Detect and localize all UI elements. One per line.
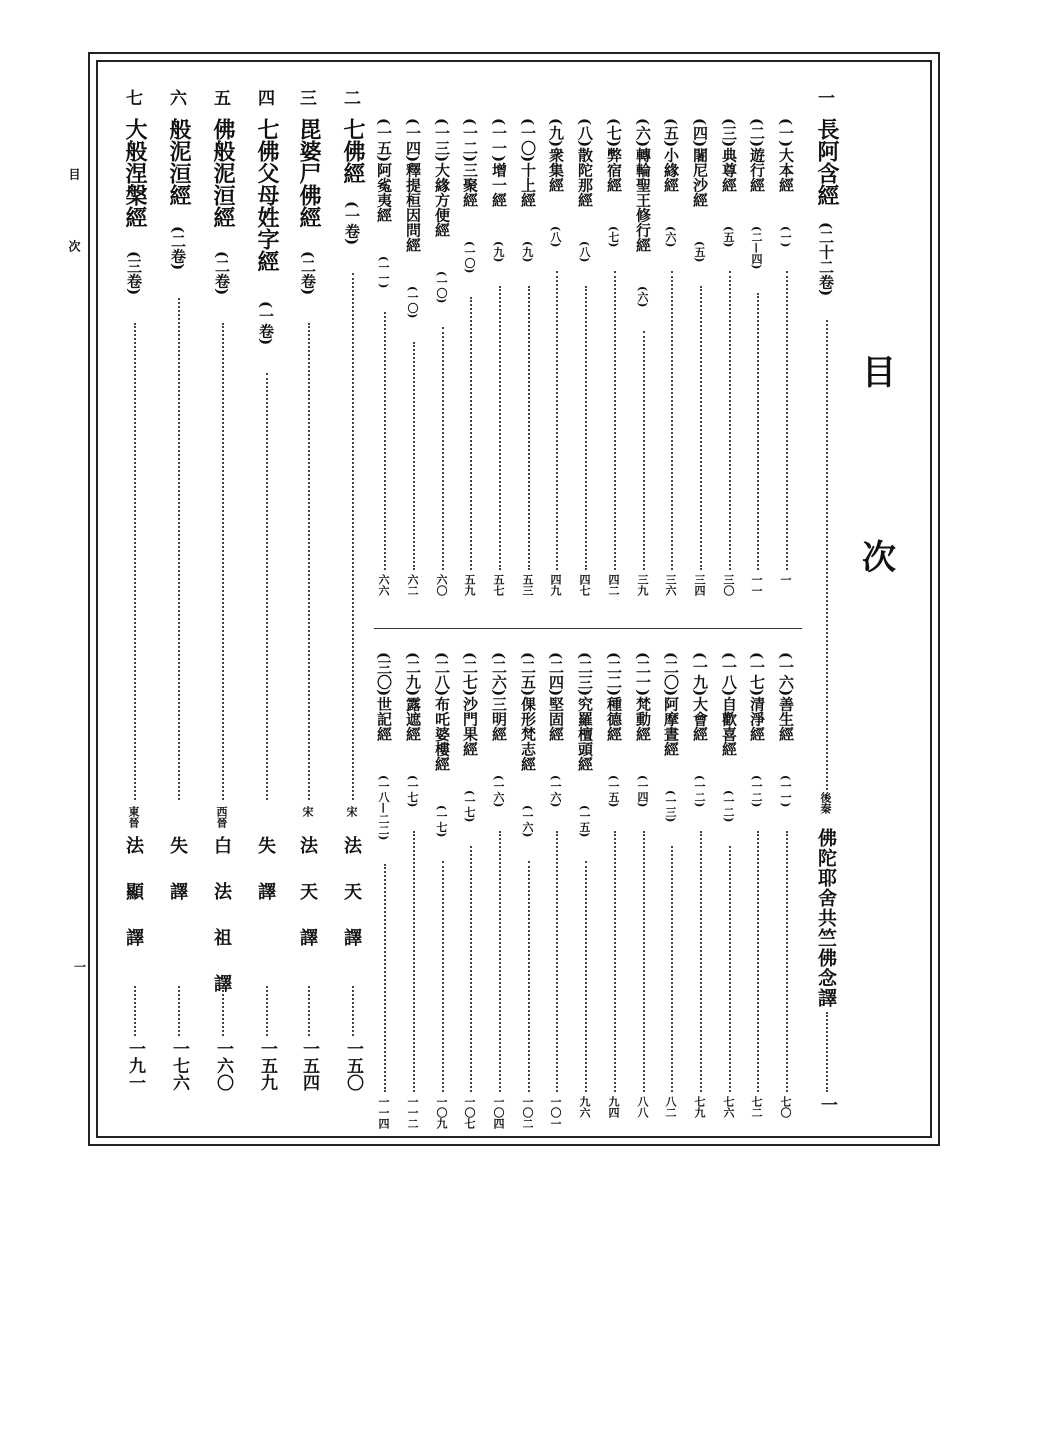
sutra-juan: (八) (549, 226, 562, 248)
sutra-title: (三)典尊經 (720, 118, 738, 193)
sutra-title: (二二)種德經 (605, 652, 623, 742)
sutra-page-number: 七〇 (779, 1096, 792, 1118)
leader-dots (413, 831, 415, 1092)
sutra-title: (一六)善生經 (777, 652, 795, 742)
page-number: 一七六 (169, 1040, 189, 1091)
leader-dots (671, 271, 673, 570)
sutra-juan: (八) (578, 241, 591, 263)
translator: 白法祖譯 (211, 836, 232, 1020)
translator: 佛陀耶舍共竺佛念譯 (815, 828, 837, 1008)
page-number: 一五九 (257, 1040, 277, 1091)
sutra-page-number: 五七 (492, 574, 505, 596)
leader-dots (413, 342, 415, 570)
leader-dots (826, 1012, 828, 1092)
leader-dots (384, 864, 386, 1092)
sutra-page-number: 一〇四 (492, 1096, 505, 1129)
leader-dots (556, 271, 558, 570)
sutra-juan: (六) (636, 286, 649, 308)
page-number: 一九一 (125, 1040, 145, 1091)
leader-dots (786, 831, 788, 1092)
sutra-title: (九)衆集經 (547, 118, 565, 193)
sutra-title: (一四)釋提桓因問經 (404, 118, 422, 253)
sutra-title: (一一)增一經 (490, 118, 508, 208)
section-number: 六 (170, 89, 187, 109)
leader-dots (178, 986, 180, 1036)
sutra-juan: (一七) (435, 805, 448, 838)
leader-dots (757, 831, 759, 1092)
sutra-juan: (一〇) (435, 271, 448, 304)
page-number: 一六〇 (213, 1040, 233, 1091)
leader-dots (442, 861, 444, 1092)
sutra-juan: (一〇) (406, 286, 419, 319)
sutra-title: (四)闍尼沙經 (691, 118, 709, 208)
sutra-juan: (一一) (377, 256, 390, 289)
sutra-title: (二三)究羅檀頭經 (576, 652, 594, 772)
leader-dots (222, 323, 224, 800)
section-volumes: (二卷) (169, 226, 187, 271)
sutra-juan: (一六) (492, 775, 505, 808)
sutra-title: (一八)自歡喜經 (720, 652, 738, 757)
sutra-juan: (一二) (722, 790, 735, 823)
leader-dots (614, 831, 616, 1092)
sutra-juan: (一二) (693, 775, 706, 808)
sutra-title: (二〇)阿摩晝經 (662, 652, 680, 757)
sutra-title: (二一)梵動經 (634, 652, 652, 742)
sutra-juan: (一六) (521, 805, 534, 838)
sutra-page-number: 五九 (463, 574, 476, 596)
leader-dots (470, 297, 472, 570)
section-title: 般泥洹經 (166, 118, 192, 206)
sutra-title: (二八)布吒婆樓經 (433, 652, 451, 772)
sutra-title: (七)弊宿經 (605, 118, 623, 193)
translator: 失譯 (255, 836, 276, 928)
leader-dots (671, 846, 673, 1092)
sutra-title: (一九)大會經 (691, 652, 709, 742)
sutra-title: (一〇)十上經 (519, 118, 537, 208)
leader-dots (178, 298, 180, 800)
sutra-page-number: 三九 (636, 574, 649, 596)
sutra-juan: (二—四) (750, 226, 763, 270)
sutra-title: (二)遊行經 (748, 118, 766, 193)
leader-dots (700, 831, 702, 1092)
translator-era: 宋 (345, 806, 358, 817)
leader-dots (643, 831, 645, 1092)
leader-dots (384, 312, 386, 570)
sutra-title: (二五)倮形梵志經 (519, 652, 537, 772)
sutra-title: (一二)三聚經 (461, 118, 479, 208)
section-volumes: (三卷) (125, 251, 143, 296)
sutra-page-number: 一〇九 (435, 1096, 448, 1129)
sutra-page-number: 四九 (549, 574, 562, 596)
sutra-juan: (一七) (463, 790, 476, 823)
leader-dots (556, 831, 558, 1092)
section-number: 四 (258, 89, 275, 109)
sutra-page-number: 八二 (664, 1096, 677, 1118)
leader-dots (222, 986, 224, 1036)
sutra-page-number: 一一 (750, 574, 763, 596)
sutra-page-number: 一一四 (377, 1096, 390, 1129)
sutra-title: (二七)沙門果經 (461, 652, 479, 757)
sutra-juan: (五) (693, 241, 706, 263)
sutra-title: (二九)露遮經 (404, 652, 422, 742)
translator: 失譯 (167, 836, 188, 928)
leader-dots (585, 286, 587, 570)
sutra-page-number: 一〇二 (521, 1096, 534, 1129)
leader-dots (442, 327, 444, 570)
sutra-juan: (一二) (750, 775, 763, 808)
leader-dots (528, 286, 530, 570)
leader-dots (308, 323, 310, 800)
leader-dots (700, 286, 702, 570)
margin-page-mark: 一 (74, 960, 87, 974)
translator: 法天譯 (297, 836, 318, 974)
leader-dots (729, 846, 731, 1092)
section-number: 五 (214, 89, 231, 109)
sutra-title: (一三)大緣方便經 (433, 118, 451, 238)
leader-dots (757, 293, 759, 570)
sutra-title: (二四)堅固經 (547, 652, 565, 742)
sutra-page-number: 四二 (607, 574, 620, 596)
sutra-page-number: 一 (779, 574, 792, 585)
sutra-page-number: 九六 (578, 1096, 591, 1118)
translator: 法顯譯 (123, 836, 144, 974)
page-number: 一五〇 (343, 1040, 363, 1091)
sutra-juan: (一四) (636, 775, 649, 808)
sutra-page-number: 三四 (693, 574, 706, 596)
section-number: 二 (344, 89, 361, 109)
section-number: 三 (300, 89, 317, 109)
leader-dots (308, 986, 310, 1036)
leader-dots (266, 373, 268, 800)
translator-era: 東晉 (127, 806, 140, 828)
page-title-1: 目 (862, 353, 896, 393)
section-number: 一 (818, 89, 835, 109)
translator-era: 宋 (301, 806, 314, 817)
section-title: 大般涅槃經 (122, 118, 148, 228)
sutra-page-number: 一一二 (406, 1096, 419, 1129)
leader-dots (499, 286, 501, 570)
sutra-juan: (一六) (549, 775, 562, 808)
sutra-title: (五)小緣經 (662, 118, 680, 193)
section-volumes: (二卷) (213, 251, 231, 296)
leader-dots (134, 986, 136, 1036)
sutra-page-number: 五三 (521, 574, 534, 596)
section-title: 毘婆尸佛經 (296, 118, 322, 228)
sutra-juan: (一五) (578, 805, 591, 838)
leader-dots (266, 986, 268, 1036)
section-title: 七佛父母姓字經 (254, 118, 280, 272)
section-volumes: (一卷) (257, 301, 275, 346)
sutra-page-number: 六〇 (435, 574, 448, 596)
translator-era: 西晉 (215, 806, 228, 828)
sutra-page-number: 三〇 (722, 574, 735, 596)
section-title: 七佛經 (340, 118, 366, 184)
section-volumes: (一卷) (343, 201, 361, 246)
sutra-juan: (五) (722, 226, 735, 248)
translator: 法天譯 (341, 836, 362, 974)
leader-dots (352, 273, 354, 800)
sutra-page-number: 七九 (693, 1096, 706, 1118)
leader-dots (585, 861, 587, 1092)
sutra-page-number: 四七 (578, 574, 591, 596)
sutra-juan: (一八—二二) (377, 775, 390, 841)
leader-dots (826, 320, 828, 790)
sutra-title: (一七)清淨經 (748, 652, 766, 742)
sutra-page-number: 七六 (722, 1096, 735, 1118)
sutra-title: (一五)阿㝹夷經 (375, 118, 393, 223)
sutra-juan: (一三) (664, 790, 677, 823)
section-number: 七 (126, 89, 143, 109)
section-volumes: (二十二卷) (817, 222, 835, 297)
sutra-juan: (一一) (779, 775, 792, 808)
sutra-page-number: 六二 (406, 574, 419, 596)
sutra-juan: (一〇) (463, 241, 476, 274)
section-title: 佛般泥洹經 (210, 118, 236, 228)
sutra-juan: (九) (521, 241, 534, 263)
translator-era: 後秦 (819, 792, 832, 814)
leader-dots (614, 271, 616, 570)
sutra-page-number: 三六 (664, 574, 677, 596)
sutra-juan: (一七) (406, 775, 419, 808)
sutra-juan: (六) (664, 226, 677, 248)
leader-dots (528, 861, 530, 1092)
sutra-page-number: 八八 (636, 1096, 649, 1118)
sutra-page-number: 七二 (750, 1096, 763, 1118)
page-title-2: 次 (862, 538, 896, 578)
sutra-page-number: 一〇一 (549, 1096, 562, 1129)
sutra-title: (八)散陀那經 (576, 118, 594, 208)
section-volumes: (二卷) (299, 251, 317, 296)
sutra-page-number: 一〇七 (463, 1096, 476, 1129)
divider-line (374, 628, 802, 629)
page-number: 一五四 (299, 1040, 319, 1091)
sutra-page-number: 九四 (607, 1096, 620, 1118)
sutra-juan: (一) (779, 226, 792, 248)
sutra-title: (三〇)世記經 (375, 652, 393, 742)
leader-dots (499, 831, 501, 1092)
leader-dots (352, 986, 354, 1036)
leader-dots (729, 271, 731, 570)
leader-dots (643, 331, 645, 570)
sutra-title: (二六)三明經 (490, 652, 508, 742)
sutra-title: (六)轉輪聖王修行經 (634, 118, 652, 253)
leader-dots (786, 271, 788, 570)
sutra-juan: (一五) (607, 775, 620, 808)
margin-label: 目次 (67, 168, 81, 312)
sutra-page-number: 六六 (377, 574, 390, 596)
sutra-juan: (七) (607, 226, 620, 248)
sutra-title: (一)大本經 (777, 118, 795, 193)
sutra-juan: (九) (492, 241, 505, 263)
page-number: 一 (817, 1096, 837, 1113)
section-title: 長阿含經 (814, 118, 840, 206)
leader-dots (134, 323, 136, 800)
leader-dots (470, 846, 472, 1092)
